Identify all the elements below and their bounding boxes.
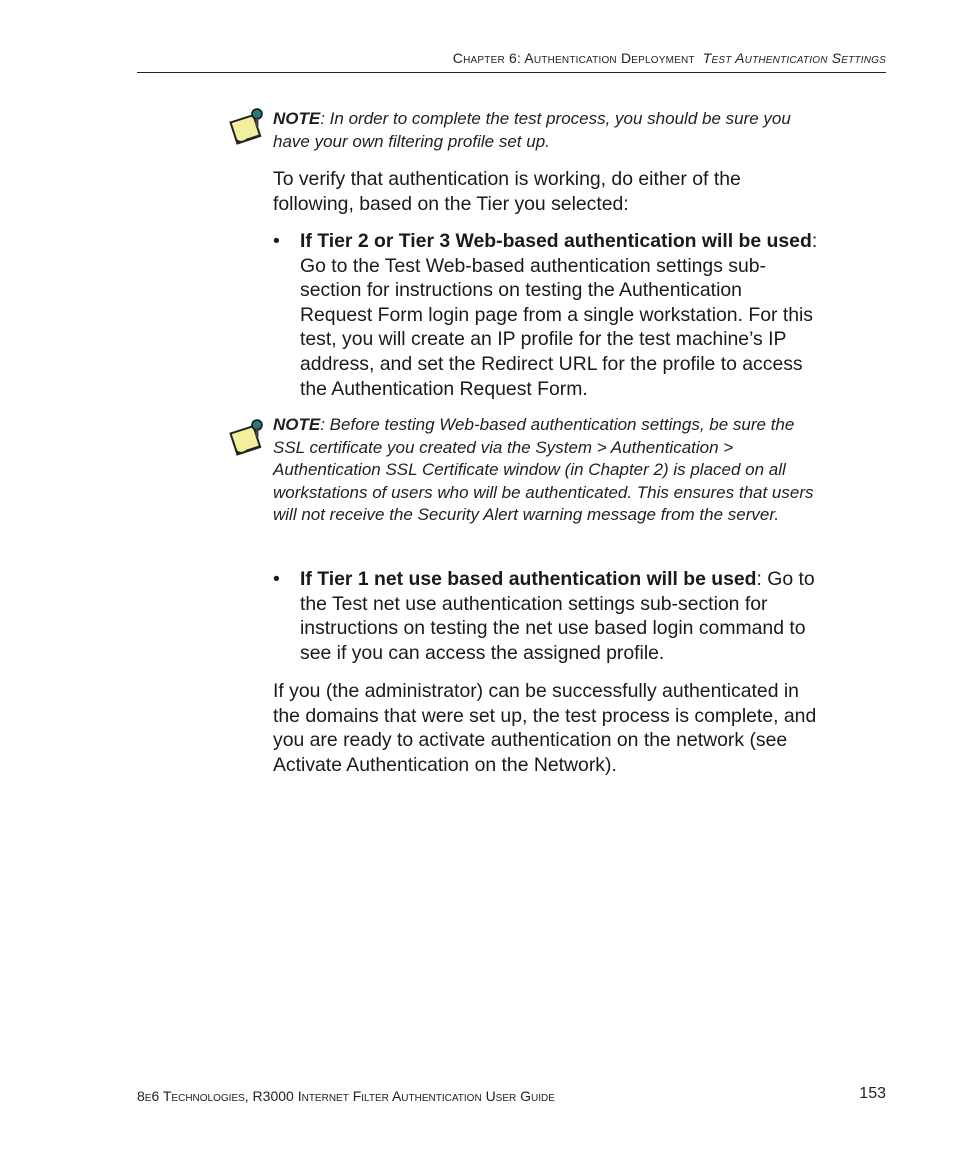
note-pad-icon (227, 417, 265, 457)
header-rule (137, 72, 886, 73)
section-title: Test Authentication Settings (702, 50, 886, 66)
running-header (137, 50, 886, 66)
note-label: NOTE (273, 109, 321, 128)
note-body: : Before testing Web-based authentication settings, be sure the SSL certificate you created via the System > Authentication > Authentication SSL Certificate window (in Chapter 2) is placed on all workstations of users who will be authenticated. This ensures that users will not receive the Security Alert warning message from the server. (273, 415, 814, 525)
bullet-bold: If Tier 2 or Tier 3 Web-based authentication will be used (300, 230, 812, 252)
page-number: 153 (859, 1085, 886, 1102)
note-text-2 (273, 414, 818, 527)
note-label: NOTE (273, 415, 321, 434)
bullet-body: : Go to the Test net use authentication settings sub-section for instructions on testing the net use based login command to see if you can access the assigned profile. (300, 568, 815, 664)
bullet-bold: If Tier 1 net use based authentication will be used (300, 568, 757, 590)
closing-paragraph: If you (the administrator) can be successfully authenticated in the domains that were set up, the test process is complete, and you are ready to activate authentication on the network (see Activate Authentication on the Network). (273, 680, 817, 776)
bullet-text-1 (300, 229, 818, 401)
note-pad-icon (227, 106, 265, 146)
bullet-marker: • (273, 230, 280, 252)
note-text-1 (273, 108, 818, 153)
footer-title: 8e6 Technologies, R3000 Internet Filter Authentication User Guide (137, 1088, 555, 1104)
bullet-marker: • (273, 568, 280, 590)
bullet-body: : Go to the Test Web-based authentication settings sub-section for instructions on testing the Authentication Request Form login page from a single workstation. For this test, you will create an IP profile for the test machine’s IP address, and set the Redirect URL for the profile to access the Authentication Request Form. (300, 230, 818, 400)
intro-paragraph: To verify that authentication is working, do either of the following, based on the Tier you selected: (273, 168, 741, 215)
note-body: : In order to complete the test process, you should be sure you have your own filtering profile set up. (273, 109, 791, 151)
bullet-text-2 (300, 567, 818, 665)
chapter-title: Chapter 6: Authentication Deployment (452, 50, 695, 66)
